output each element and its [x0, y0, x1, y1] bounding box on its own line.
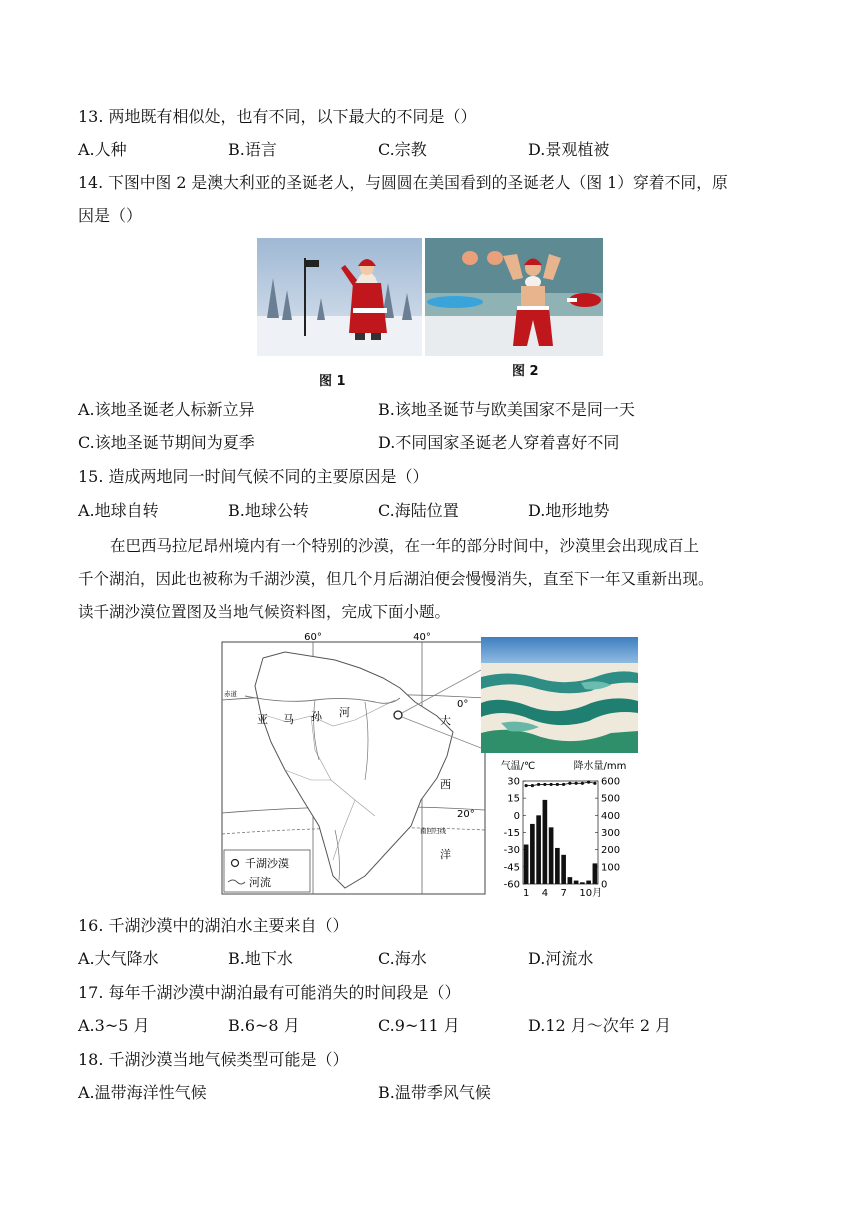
map-lon-60-label: 60° — [304, 632, 322, 643]
precip-bar — [586, 881, 591, 884]
month-tick-label: 7 — [560, 888, 567, 898]
temperature-point — [525, 784, 528, 787]
month-tick-label: 10月 — [579, 888, 603, 898]
q15-option-b: B.地球公转 — [228, 501, 309, 520]
temperature-point — [556, 783, 559, 786]
legend-river-label: 河流 — [249, 876, 271, 889]
q18-option-b: B.温带季风气候 — [378, 1083, 491, 1102]
temperature-point — [550, 783, 553, 786]
temperature-point — [568, 782, 571, 785]
q16-option-c: C.海水 — [378, 949, 427, 968]
map-equator-label: 赤道 — [224, 690, 237, 698]
passage-line-3: 读千湖沙漠位置图及当地气候资料图，完成下面小题。 — [78, 603, 451, 621]
temp-tick-label: 15 — [507, 793, 520, 805]
map-lon-40-label: 40° — [413, 632, 431, 643]
q15-stem: 15. 造成两地同一时间气候不同的主要原因是（） — [78, 467, 429, 486]
q13-option-a: A.人种 — [78, 140, 127, 159]
temperature-point — [575, 782, 578, 785]
q14-option-d: D.不同国家圣诞老人穿着喜好不同 — [378, 433, 620, 452]
map-ocean-label-3: 洋 — [440, 848, 451, 861]
q15-option-d: D.地形地势 — [528, 501, 610, 520]
map-ocean-label-2: 西 — [440, 778, 451, 791]
precip-bar — [536, 815, 541, 884]
map-amazon-label-1: 亚 — [257, 713, 268, 726]
precip-bar — [549, 827, 554, 884]
q14-stem-line2: 因是（） — [78, 206, 143, 225]
q13-stem: 13. 两地既有相似处，也有不同，以下最大的不同是（） — [78, 107, 477, 126]
temp-tick-label: -60 — [503, 879, 520, 891]
q17-option-c: C.9~11 月 — [378, 1016, 460, 1035]
precip-bar — [574, 881, 579, 884]
passage-line-2: 千个湖泊，因此也被称为千湖沙漠，但几个月后湖泊便会慢慢消失，直至下一年又重新出现。 — [78, 570, 714, 588]
figure-1-caption: 图 1 — [319, 374, 346, 389]
map-lat-20-label: 20° — [457, 809, 475, 820]
figure-2-beach-santa-photo — [425, 238, 603, 356]
precip-tick-label: 200 — [601, 845, 621, 857]
q14-option-b: B.该地圣诞节与欧美国家不是同一天 — [378, 400, 635, 419]
q16-option-d: D.河流水 — [528, 949, 594, 968]
temp-tick-label: 0 — [513, 810, 520, 822]
month-tick-label: 1 — [522, 888, 530, 898]
temp-axis-title: 气温/℃ — [500, 761, 536, 772]
q18-stem: 18. 千湖沙漠当地气候类型可能是（） — [78, 1050, 349, 1069]
temperature-point — [593, 782, 596, 785]
precip-bar — [593, 863, 598, 884]
q16-option-a: A.大气降水 — [78, 949, 159, 968]
precip-bar — [555, 848, 560, 884]
q14-option-c: C.该地圣诞节期间为夏季 — [78, 433, 255, 452]
map-amazon-label-3: 孙 — [311, 710, 322, 723]
precip-bar — [580, 882, 585, 884]
precip-tick-label: 400 — [601, 810, 621, 822]
map-amazon-label-4: 河 — [339, 706, 350, 719]
map-ocean-label-1: 大 — [440, 714, 451, 727]
temperature-point — [581, 782, 584, 785]
q17-option-a: A.3~5 月 — [78, 1016, 150, 1035]
figure-2-caption: 图 2 — [512, 364, 539, 379]
figure-1-snow-santa-photo — [257, 238, 422, 356]
precip-tick-label: 100 — [601, 862, 621, 874]
month-tick-label: 4 — [541, 888, 549, 898]
temperature-point — [537, 783, 540, 786]
q14-stem-line1: 14. 下图中图 2 是澳大利亚的圣诞老人，与圆圆在美国看到的圣诞老人（图 1）穿着不同，原 — [78, 173, 728, 192]
map-tropic-label: 南回归线 — [420, 827, 446, 835]
precip-bar — [543, 800, 548, 884]
legend-desert-icon — [232, 860, 239, 867]
thousand-lakes-desert-photo — [481, 637, 638, 753]
precip-tick-label: 500 — [601, 793, 621, 805]
q13-option-d: D.景观植被 — [528, 140, 610, 159]
temperature-point — [562, 783, 565, 786]
precip-bar — [530, 824, 535, 884]
temperature-point — [531, 784, 534, 787]
map-lat-0-label: 0° — [457, 699, 469, 710]
temperature-point — [587, 781, 590, 784]
precip-bar — [568, 877, 573, 884]
precip-axis-title: 降水量/mm — [573, 761, 627, 772]
precip-bar — [561, 855, 566, 884]
q13-option-b: B.语言 — [228, 140, 277, 159]
map-amazon-label-2: 马 — [283, 713, 294, 726]
legend-desert-label: 千湖沙漠 — [245, 857, 289, 870]
q15-option-c: C.海陆位置 — [378, 501, 459, 520]
q16-stem: 16. 千湖沙漠中的湖泊水主要来自（） — [78, 916, 349, 935]
temp-tick-label: -45 — [503, 862, 520, 874]
temperature-line — [526, 782, 595, 785]
q17-option-b: B.6~8 月 — [228, 1016, 300, 1035]
temp-tick-label: -15 — [503, 828, 520, 839]
q15-option-a: A.地球自转 — [78, 501, 159, 520]
q16-option-b: B.地下水 — [228, 949, 293, 968]
temp-tick-label: -30 — [503, 845, 520, 857]
precip-tick-label: 0 — [601, 879, 608, 891]
q13-option-c: C.宗教 — [378, 140, 427, 159]
precip-tick-label: 600 — [601, 776, 621, 788]
climate-chart — [488, 758, 638, 898]
passage-line-1: 在巴西马拉尼昂州境内有一个特别的沙漠，在一年的部分时间中，沙漠里会出现成百上 — [110, 537, 700, 555]
q14-option-a: A.该地圣诞老人标新立异 — [78, 400, 255, 419]
precip-tick-label: 300 — [601, 828, 621, 839]
temperature-point — [543, 783, 546, 786]
temp-tick-label: 30 — [507, 776, 520, 788]
q17-option-d: D.12 月～次年 2 月 — [528, 1016, 672, 1035]
q17-stem: 17. 每年千湖沙漠中湖泊最有可能消失的时间段是（） — [78, 983, 461, 1002]
precip-bar — [524, 845, 529, 884]
q18-option-a: A.温带海洋性气候 — [78, 1083, 207, 1102]
